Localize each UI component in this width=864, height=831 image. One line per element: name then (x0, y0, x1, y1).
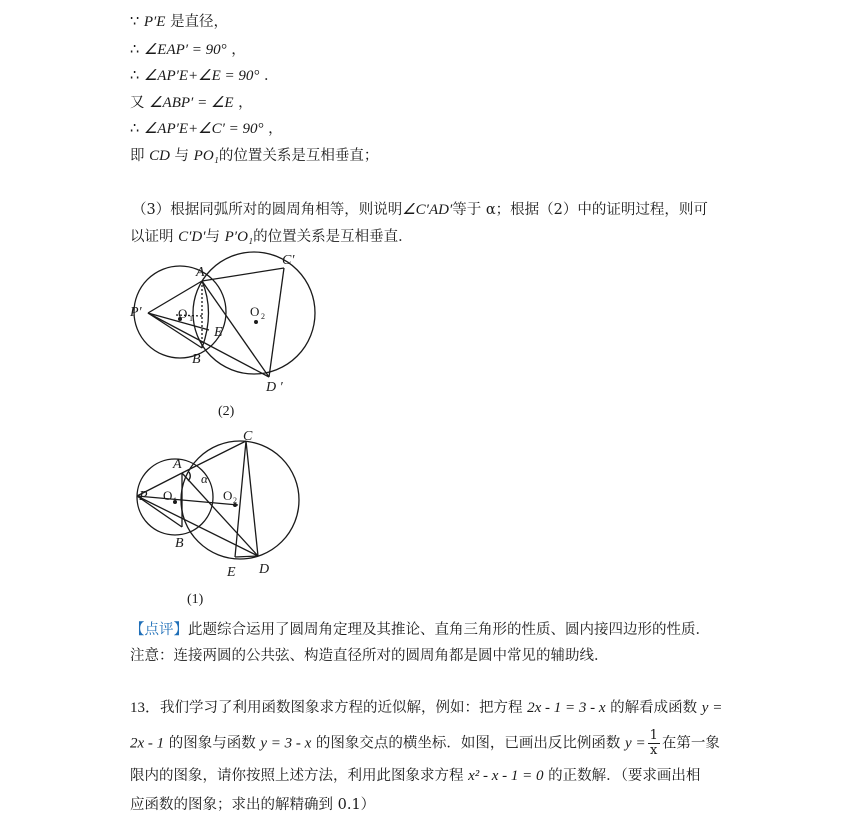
text: （3）根据同弧所对的圆周角相等，则说明 (132, 202, 403, 218)
proof-text: 即 (130, 148, 150, 164)
text: 应函数的图象；求出的解精确到 0.1） (130, 797, 376, 813)
proof-text: 的位置关系是互相垂直； (218, 148, 379, 164)
comment-line-2 (130, 646, 609, 666)
math-expr: 2x - 1 (130, 735, 165, 752)
text: 的图象交点的横坐标．如图，已画出反比例函数 (311, 735, 626, 752)
segment (182, 473, 258, 556)
text: 等于 α；根据（2）中的证明过程，则可 (452, 202, 708, 218)
segment (148, 313, 202, 348)
label-e: E (214, 325, 223, 340)
punct: ， (231, 42, 246, 58)
segment (202, 268, 284, 281)
label-o1: O (178, 306, 188, 321)
therefore-symbol: ∴ (130, 42, 140, 58)
label-e: E (227, 565, 236, 580)
math-expr: x² - x - 1 = 0 (468, 768, 544, 784)
segment (269, 268, 284, 377)
part3-line-1 (132, 200, 708, 220)
comment-tag: 【点评】 (130, 622, 188, 638)
proof-text: 是直径， (170, 14, 229, 30)
therefore-symbol: ∴ (130, 68, 140, 84)
math-expr: ∠AP′E+∠E = 90° (143, 68, 260, 84)
proof-line-4 (130, 93, 253, 113)
fraction-denominator: x (650, 743, 658, 758)
text: 的位置关系是互相垂直． (253, 229, 413, 245)
angle-arc (188, 472, 190, 481)
math-expr: P′O₁ (224, 229, 254, 245)
label-p: P′ (130, 305, 142, 320)
label-d: D ′ (266, 380, 283, 395)
label-b: B (192, 352, 201, 367)
proof-line-5 (130, 119, 283, 139)
segment (148, 281, 202, 313)
figure-2 (120, 250, 330, 425)
comment-text: 注意：连接两圆的公共弦、构造直径所对的圆周角都是圆中常见的辅助线． (130, 648, 609, 664)
figure-caption: (2) (218, 404, 235, 419)
text: 以证明 (130, 229, 179, 245)
segment (246, 441, 258, 556)
label-o2: O (223, 488, 233, 503)
label-alpha: α (201, 471, 208, 486)
label-b: B (175, 536, 184, 551)
figure-1 (125, 430, 310, 610)
math-expr: C′D′ (178, 229, 206, 245)
label-p: P (139, 489, 148, 504)
text: 与 (205, 229, 225, 245)
also-word: 又 (130, 95, 145, 111)
proof-line-2 (130, 40, 246, 60)
math-expr: ∠C′AD′ (402, 202, 453, 218)
part3-line-2 (130, 227, 413, 247)
proof-line-6 (130, 146, 378, 166)
q13-line-4 (130, 795, 375, 815)
text: 我们学习了利用函数图象求方程的近似解，例如：把方程 (160, 700, 528, 716)
because-symbol: ∵ (130, 14, 140, 30)
therefore-symbol: ∴ (130, 121, 140, 137)
proof-line-1 (130, 12, 228, 32)
center-o2 (254, 320, 258, 324)
math-expr: ∠EAP′ = 90° (143, 42, 227, 58)
math-expr: y = (625, 735, 646, 752)
question-number: 13． (130, 700, 161, 716)
q13-line-1 (130, 698, 722, 718)
segment (182, 441, 246, 473)
math-expr: PO₁ (193, 148, 219, 164)
text: 的图象与函数 (164, 735, 261, 752)
label-c: C (243, 430, 253, 444)
proof-text: 与 (169, 148, 194, 164)
label-o1-sub: 1 (173, 496, 177, 505)
comment-text: 此题综合运用了圆周角定理及其推论、直角三角形的性质、圆内接四边形的性质． (188, 622, 710, 638)
q13-line-2 (130, 729, 720, 758)
q13-line-3 (130, 766, 700, 786)
label-d: D (259, 562, 270, 577)
punct: ． (264, 68, 279, 84)
comment-line-1 (130, 620, 710, 640)
fraction (648, 729, 660, 758)
label-o2-sub: 2 (233, 496, 237, 505)
math-expr: P′E (143, 14, 166, 30)
math-expr: ∠AP′E+∠C′ = 90° (143, 121, 264, 137)
text: 的解看成函数 (605, 700, 702, 716)
text: 的正数解．（要求画出相 (543, 768, 701, 784)
figure-caption: (1) (187, 592, 204, 607)
label-c: C′ (282, 253, 295, 268)
label-o1-sub: 1 (189, 314, 193, 323)
label-a: A (173, 457, 182, 472)
math-expr: y = (701, 700, 723, 716)
label-o2: O (250, 304, 260, 319)
punct: ， (238, 95, 253, 111)
punct: ， (268, 121, 283, 137)
math-expr: ∠ABP′ = ∠E (149, 95, 234, 111)
label-a: A (196, 265, 205, 280)
label-o2-sub: 2 (261, 312, 265, 321)
proof-line-3 (130, 66, 279, 86)
math-expr: CD (149, 148, 170, 164)
text: 限内的图象，请你按照上述方法，利用此图象求方程 (130, 768, 469, 784)
math-expr: 2x - 1 = 3 - x (527, 700, 606, 716)
fraction-numerator: 1 (649, 728, 658, 743)
segment (202, 281, 269, 377)
arc (202, 281, 209, 348)
math-expr: y = 3 - x (260, 735, 312, 752)
label-o1: O (163, 488, 173, 503)
text: 在第一象 (661, 735, 720, 752)
